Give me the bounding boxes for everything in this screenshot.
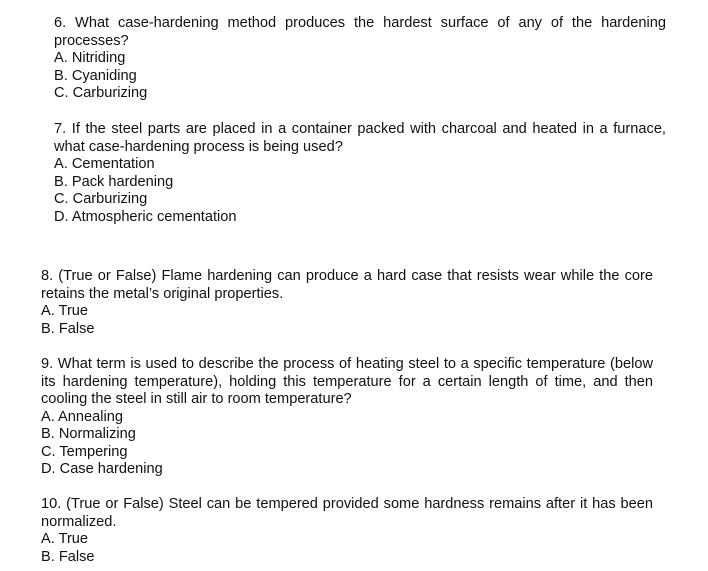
question-6 — [54, 15, 666, 103]
question-9-option-c: C. Tempering — [41, 443, 128, 460]
question-9 — [41, 356, 653, 479]
question-7-text: 7. If the steel parts are placed in a container packed with charcoal and heated in a furnace, what case-hardening process is being used? — [54, 121, 666, 155]
question-8-option-b: B. False — [41, 320, 95, 337]
question-7-option-d: D. Atmospheric cementation — [54, 208, 237, 225]
question-10-option-b: B. False — [41, 548, 95, 565]
question-7-option-b: B. Pack hardening — [54, 173, 174, 190]
question-9-option-b: B. Normalizing — [41, 426, 136, 442]
question-9-text: 9. What term is used to describe the process of heating steel to a specific temperature (below its hardening temperature), holding this temperature for a certain length of time, and then cooling the steel in still air to room temperature? — [41, 356, 653, 407]
question-6-option-b: B. Cyaniding — [54, 67, 137, 84]
question-10-text: 10. (True or False) Steel can be tempered provided some hardness remains after it has been normalized. — [41, 496, 653, 530]
question-7-option-a: A. Cementation — [54, 156, 155, 172]
question-6-option-a: A. Nitriding — [54, 50, 126, 66]
question-10 — [41, 496, 653, 566]
question-8-option-a: A. True — [41, 303, 89, 319]
question-6-text: 6. What case-hardening method produces the hardest surface of any of the hardening processes? — [54, 15, 666, 49]
question-9-option-a: A. Annealing — [41, 408, 123, 425]
question-8-text: 8. (True or False) Flame hardening can produce a hard case that resists wear while the core retains the metal’s original properties. — [41, 268, 653, 302]
question-9-option-d: D. Case hardening — [41, 461, 163, 477]
question-6-option-c: C. Carburizing — [54, 85, 148, 101]
question-7 — [54, 121, 666, 226]
question-8 — [41, 268, 653, 338]
question-7-option-c: C. Carburizing — [54, 191, 148, 207]
question-10-option-a: A. True — [41, 531, 89, 547]
